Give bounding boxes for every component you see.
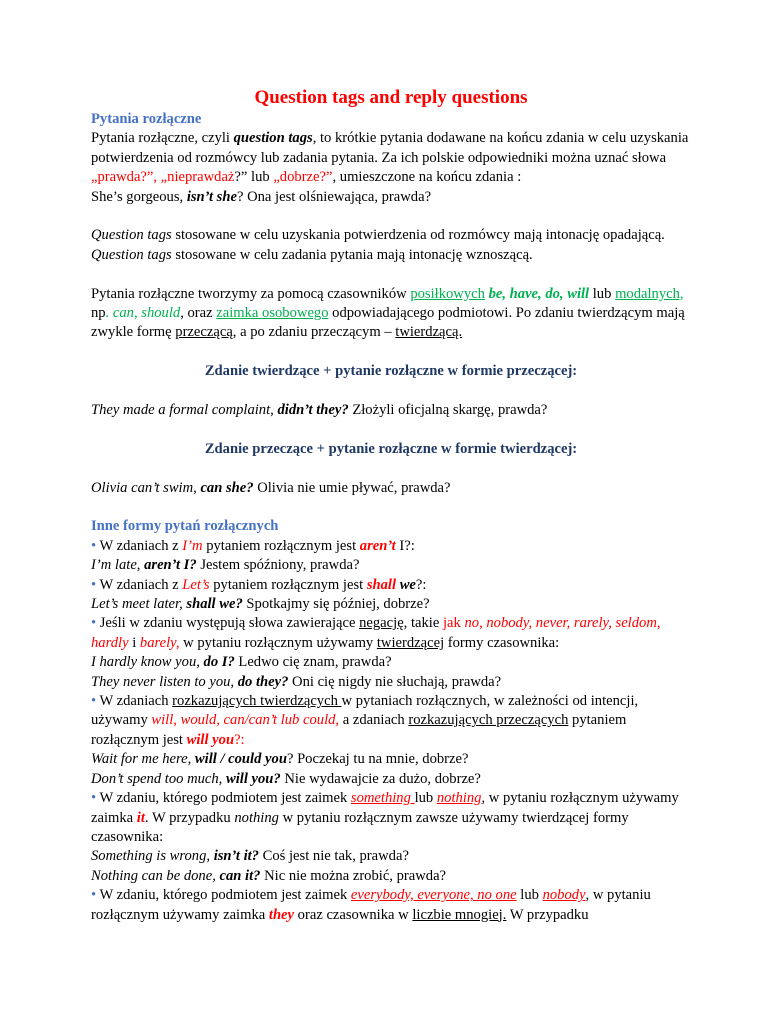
- text: W przypadku: [506, 906, 589, 923]
- text: w pytaniu rozłącznym używamy: [179, 634, 377, 651]
- highlight: ?:: [234, 731, 245, 748]
- text: ? Poczekaj tu na mnie, dobrze?: [286, 751, 469, 768]
- example-line: [91, 595, 691, 614]
- text: Spotkajmy się później, dobrze?: [242, 596, 430, 613]
- text: Olivia nie umie pływać, prawda?: [253, 479, 451, 496]
- example-line: [91, 867, 691, 886]
- text: Something is wrong,: [91, 848, 214, 865]
- link-posilkowych[interactable]: posiłkowych: [410, 285, 485, 302]
- highlight: will you: [186, 731, 235, 748]
- document-body: [91, 86, 691, 925]
- tag: do they?: [237, 673, 289, 690]
- highlight: „prawda?”, „nieprawdaż: [91, 169, 235, 186]
- text: I?:: [395, 537, 415, 554]
- tag: do I?: [203, 654, 235, 671]
- text: , umieszczone na końcu zdania :: [332, 169, 522, 186]
- link-zaimka-osobowego[interactable]: zaimka osobowego: [216, 305, 329, 322]
- text: W zdaniach: [96, 693, 173, 710]
- text: Wait for me here,: [91, 751, 195, 768]
- underlined: przeczącą: [175, 324, 233, 341]
- text: ?” lub: [234, 169, 274, 186]
- subheading-negative: Zdanie przeczące + pytanie rozłączne w formie twierdzącej:: [204, 440, 578, 457]
- underlined: liczbie mnogiej.: [412, 906, 507, 923]
- section-heading-inne: Inne formy pytań rozłącznych: [91, 518, 279, 535]
- highlight: I’m: [182, 537, 203, 554]
- text: Olivia can’t swim,: [91, 479, 201, 496]
- example-line: [91, 401, 691, 420]
- intonation-paragraph: [91, 226, 691, 265]
- example-line: [91, 750, 691, 769]
- section-heading-pytania: Pytania rozłączne: [91, 111, 202, 127]
- bullet-icon: •: [91, 537, 97, 554]
- example-line: [91, 673, 691, 692]
- example-line: [91, 479, 691, 498]
- tag: isn’t it?: [213, 848, 259, 865]
- tag: aren’t I?: [144, 557, 197, 574]
- text: They made a formal complaint,: [91, 402, 278, 419]
- tag: shall we?: [186, 596, 243, 613]
- underlined: rozkazujących twierdzących: [172, 693, 342, 710]
- text: They never listen to you,: [91, 673, 238, 690]
- text: oraz czasownika w: [294, 906, 413, 923]
- term: question tags: [233, 130, 313, 147]
- underlined: twierdzącej: [376, 634, 445, 651]
- highlight: it: [136, 809, 145, 826]
- example-line: [91, 770, 691, 789]
- highlight: nothing: [436, 790, 482, 807]
- bullet-icon: •: [91, 615, 97, 632]
- text: Let’s meet later,: [91, 596, 187, 613]
- text: W zdaniu, którego podmiotem jest zaimek: [96, 887, 351, 904]
- text: lub: [414, 790, 437, 807]
- tag: we: [399, 576, 416, 593]
- highlight: Let’s: [182, 576, 210, 593]
- example-line: [91, 847, 691, 866]
- highlight: they: [268, 906, 295, 923]
- bullet-item: [91, 537, 691, 556]
- text: lub: [589, 285, 616, 302]
- text: She’s gorgeous,: [91, 188, 187, 205]
- text: W zdaniach z: [96, 537, 183, 554]
- bullet-item: [91, 789, 691, 847]
- intro-paragraph: [91, 129, 691, 187]
- tag: didn’t they?: [277, 402, 349, 419]
- text: , a po zdaniu przeczącym –: [232, 324, 396, 341]
- text: Pytania rozłączne, czyli: [91, 130, 234, 147]
- highlight: aren’t: [359, 537, 396, 554]
- bullet-icon: •: [91, 576, 97, 593]
- text: ? Ona jest olśniewająca, prawda?: [236, 188, 432, 205]
- formation-paragraph: [91, 285, 691, 343]
- example-line: [91, 188, 691, 207]
- text: Nic nie można zrobić, prawda?: [260, 867, 447, 884]
- text: , w pytaniu rozłącznym używamy zaimka: [91, 887, 651, 923]
- term: Question tags: [91, 227, 172, 244]
- highlight: „dobrze?”: [273, 169, 333, 186]
- bullet-icon: •: [91, 790, 97, 807]
- bullet-item: [91, 614, 691, 653]
- highlight: no, nobody, never, rarely, seldom, hardly: [91, 615, 661, 651]
- text: Złożyli oficjalną skargę, prawda?: [348, 402, 548, 419]
- highlight: barely,: [139, 634, 180, 651]
- text: W zdaniu, którego podmiotem jest zaimek: [96, 790, 351, 807]
- tag: will / could you: [194, 751, 287, 768]
- text: Pytania rozłączne tworzymy za pomocą czasowników: [91, 285, 411, 302]
- verbs: . can, should: [105, 305, 181, 322]
- tag: will you?: [225, 770, 281, 787]
- text: formy czasownika:: [444, 634, 560, 651]
- bullet-icon: •: [91, 693, 97, 710]
- example-line: [91, 653, 691, 672]
- term: Question tags: [91, 246, 172, 263]
- subheading-affirmative: Zdanie twierdzące + pytanie rozłączne w formie przeczącej:: [204, 363, 578, 380]
- tag: can it?: [219, 867, 261, 884]
- highlight: will, would, can/can’t lub could,: [151, 712, 340, 729]
- text: pytaniem rozłącznym jest: [91, 712, 627, 748]
- text: lub: [516, 887, 543, 904]
- text: I’m late,: [91, 557, 145, 574]
- text: Jeśli w zdaniu występują słowa zawierające: [96, 615, 360, 632]
- bullet-item: [91, 692, 691, 750]
- text: Don’t spend too much,: [91, 770, 226, 787]
- highlight: something: [350, 790, 415, 807]
- tag: can she?: [200, 479, 254, 496]
- tag: isn’t she: [186, 188, 237, 205]
- text: . W przypadku: [144, 809, 235, 826]
- text: Nie wydawajcie za dużo, dobrze?: [280, 770, 481, 787]
- text: W zdaniach z: [96, 576, 183, 593]
- underlined: twierdzącą.: [395, 324, 463, 341]
- text: w pytaniach rozłącznych, w zależności od intencji, używamy: [91, 693, 639, 729]
- text: a zdaniach: [339, 712, 409, 729]
- term: nothing: [234, 809, 279, 826]
- bullet-item: [91, 886, 691, 925]
- bullet-item: [91, 576, 691, 595]
- highlight: jak: [442, 615, 465, 632]
- link-modalnych[interactable]: modalnych,: [615, 285, 684, 302]
- text: w pytaniu rozłącznym zawsze używamy twierdzącej formy czasownika:: [91, 809, 629, 845]
- text: I hardly know you,: [91, 654, 204, 671]
- text: , takie: [403, 615, 443, 632]
- text: stosowane w celu uzyskania potwierdzenia od rozmówcy mają intonację opadającą.: [171, 227, 665, 244]
- highlight: shall: [366, 576, 397, 593]
- text: Coś jest nie tak, prawda?: [258, 848, 409, 865]
- verbs: be, have, do, will: [488, 285, 590, 302]
- text: pytaniem rozłącznym jest: [209, 576, 367, 593]
- text: , oraz: [180, 305, 217, 322]
- underlined: rozkazujących przeczących: [408, 712, 569, 729]
- highlight: nobody: [542, 887, 586, 904]
- text: , to krótkie pytania dodawane na końcu zdania w celu uzyskania potwierdzenia od rozmówcy lub zadania pytania. Za ich polskie odpowiedniki można uznać słowa: [91, 130, 689, 166]
- text: , w pytaniu rozłącznym używamy zaimka: [91, 790, 679, 826]
- text: Ledwo cię znam, prawda?: [234, 654, 392, 671]
- text: ?:: [415, 576, 427, 593]
- bullet-icon: •: [91, 887, 97, 904]
- text: Jestem spóźniony, prawda?: [196, 557, 360, 574]
- text: Nothing can be done,: [91, 867, 220, 884]
- text: odpowiadającego podmiotowi. Po zdaniu twierdzącym mają zwykle formę: [91, 305, 685, 341]
- highlight: everybody, everyone, no one: [350, 887, 517, 904]
- example-line: [91, 556, 691, 575]
- text: i: [128, 634, 140, 651]
- text: Oni cię nigdy nie słuchają, prawda?: [288, 673, 502, 690]
- page-title: Question tags and reply questions: [254, 87, 528, 108]
- underlined: negację: [359, 615, 404, 632]
- text: pytaniem rozłącznym jest: [202, 537, 360, 554]
- text: stosowane w celu zadania pytania mają intonację wznoszącą.: [171, 246, 533, 263]
- text: np: [91, 305, 106, 322]
